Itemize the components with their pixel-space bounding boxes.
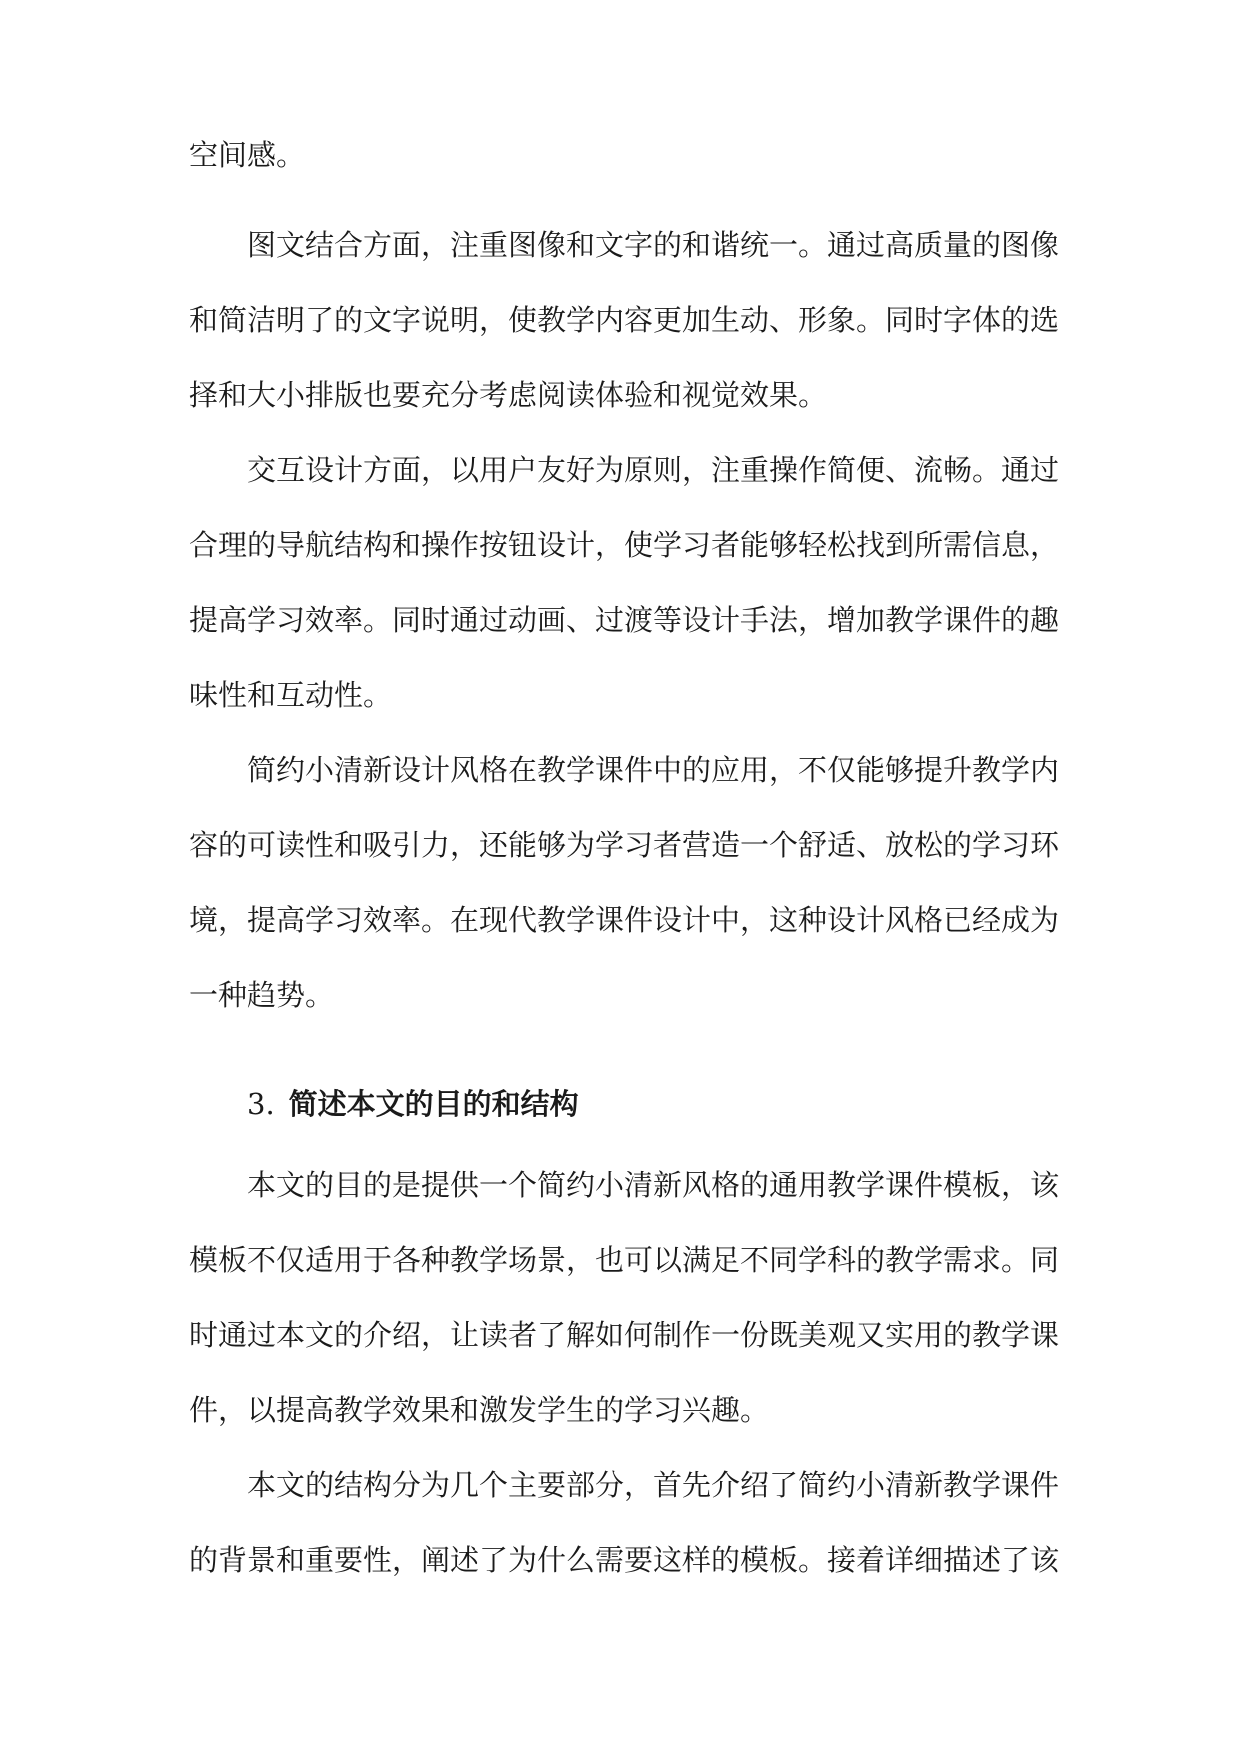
paragraph-line: 模板不仅适用于各种教学场景，也可以满足不同学科的教学需求。同 <box>189 1243 1060 1277</box>
paragraph-line: 味性和互动性。 <box>189 678 393 712</box>
paragraph-line: 合理的导航结构和操作按钮设计，使学习者能够轻松找到所需信息， <box>189 528 1060 562</box>
paragraph-line: 简约小清新设计风格在教学课件中的应用，不仅能够提升教学内 <box>247 753 1060 787</box>
paragraph-line: 一种趋势。 <box>189 978 335 1012</box>
paragraph-line: 境，提高学习效率。在现代教学课件设计中，这种设计风格已经成为 <box>189 903 1060 937</box>
paragraph-line: 交互设计方面，以用户友好为原则，注重操作简便、流畅。通过 <box>247 453 1060 487</box>
section-title: 简述本文的目的和结构 <box>288 1087 579 1121</box>
paragraph-line: 时通过本文的介绍，让读者了解如何制作一份既美观又实用的教学课 <box>189 1318 1060 1352</box>
paragraph-line: 和简洁明了的文字说明，使教学内容更加生动、形象。同时字体的选 <box>189 303 1060 337</box>
paragraph-line: 件，以提高教学效果和激发学生的学习兴趣。 <box>189 1393 770 1427</box>
section-heading <box>247 1082 579 1126</box>
paragraph-line: 空间感。 <box>189 138 306 172</box>
paragraph-line: 容的可读性和吸引力，还能够为学习者营造一个舒适、放松的学习环 <box>189 828 1060 862</box>
paragraph-line: 的背景和重要性，阐述了为什么需要这样的模板。接着详细描述了该 <box>189 1543 1060 1577</box>
paragraph-line: 择和大小排版也要充分考虑阅读体验和视觉效果。 <box>189 378 828 412</box>
paragraph-line: 本文的结构分为几个主要部分，首先介绍了简约小清新教学课件 <box>247 1468 1060 1502</box>
section-number: 3. <box>247 1087 275 1121</box>
paragraph-line: 图文结合方面，注重图像和文字的和谐统一。通过高质量的图像 <box>247 228 1060 262</box>
paragraph-line: 提高学习效率。同时通过动画、过渡等设计手法，增加教学课件的趣 <box>189 603 1060 637</box>
paragraph-line: 本文的目的是提供一个简约小清新风格的通用教学课件模板，该 <box>247 1168 1060 1202</box>
